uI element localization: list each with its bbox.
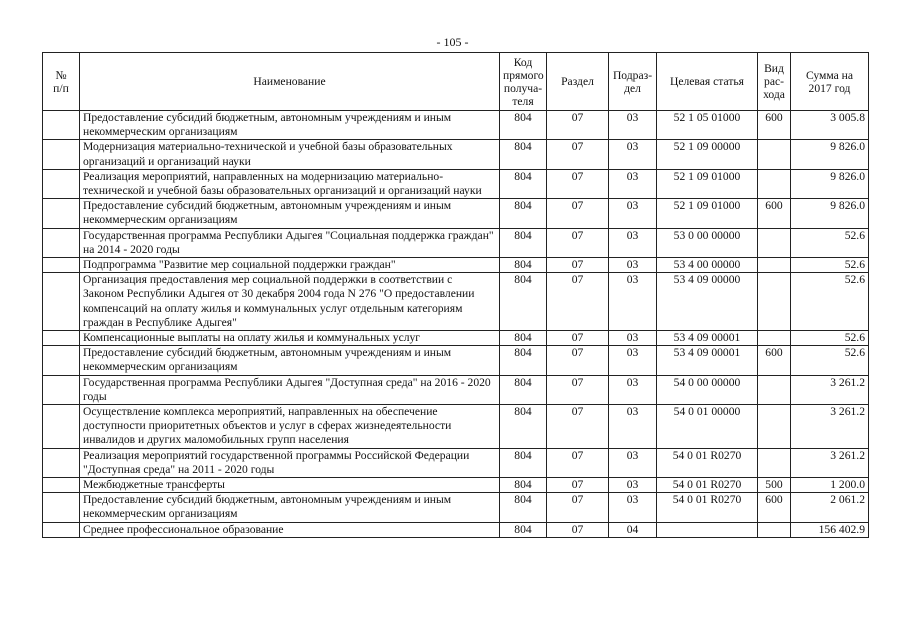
- cell-sum: 52.6: [791, 258, 869, 273]
- cell-section: 07: [547, 258, 609, 273]
- cell-target: 52 1 05 01000: [657, 111, 758, 140]
- cell-code: 804: [500, 140, 547, 169]
- cell-code: 804: [500, 199, 547, 228]
- table-row: [43, 228, 869, 257]
- cell-expense: 600: [758, 493, 791, 522]
- cell-name: Организация предоставления мер социальной поддержки в соответствии с Законом Республики Адыгея от 30 декабря 2004 года N 276 "О предоставлении компенсаций на оплату жилья и коммунальных услуг отдельным категориям граждан в Республике Адыгея": [80, 273, 500, 331]
- cell-sum: 3 261.2: [791, 405, 869, 449]
- cell-section: 07: [547, 405, 609, 449]
- cell-name: Государственная программа Республики Адыгея "Доступная среда" на 2016 - 2020 годы: [80, 375, 500, 404]
- cell-num: [43, 522, 80, 537]
- cell-num: [43, 331, 80, 346]
- cell-section: 07: [547, 140, 609, 169]
- cell-subsection: 03: [609, 331, 657, 346]
- cell-subsection: 04: [609, 522, 657, 537]
- cell-target: 54 0 00 00000: [657, 375, 758, 404]
- table-row: [43, 375, 869, 404]
- table-row: [43, 448, 869, 477]
- cell-code: 804: [500, 169, 547, 198]
- cell-num: [43, 140, 80, 169]
- table-row: [43, 111, 869, 140]
- cell-expense: 500: [758, 478, 791, 493]
- cell-target: 53 4 09 00001: [657, 346, 758, 375]
- cell-section: 07: [547, 228, 609, 257]
- header-expense: Вид рас- хода: [758, 53, 791, 111]
- cell-subsection: 03: [609, 448, 657, 477]
- cell-section: 07: [547, 331, 609, 346]
- cell-section: 07: [547, 448, 609, 477]
- cell-expense: [758, 258, 791, 273]
- cell-code: 804: [500, 258, 547, 273]
- cell-expense: [758, 169, 791, 198]
- cell-sum: 9 826.0: [791, 140, 869, 169]
- header-num: № п/п: [43, 53, 80, 111]
- cell-sum: 52.6: [791, 331, 869, 346]
- cell-name: Подпрограмма "Развитие мер социальной поддержки граждан": [80, 258, 500, 273]
- cell-num: [43, 493, 80, 522]
- table-row: [43, 493, 869, 522]
- cell-expense: [758, 331, 791, 346]
- cell-code: 804: [500, 448, 547, 477]
- cell-name: Осуществление комплекса мероприятий, направленных на обеспечение доступности приоритетных объектов и услуг в сферах жизнедеятельности инвалидов и других маломобильных групп населения: [80, 405, 500, 449]
- cell-expense: 600: [758, 111, 791, 140]
- cell-num: [43, 405, 80, 449]
- cell-sum: 2 061.2: [791, 493, 869, 522]
- cell-subsection: 03: [609, 140, 657, 169]
- cell-sum: 3 261.2: [791, 448, 869, 477]
- table-row: [43, 478, 869, 493]
- cell-num: [43, 228, 80, 257]
- cell-section: 07: [547, 199, 609, 228]
- table-row: [43, 273, 869, 331]
- cell-expense: 600: [758, 199, 791, 228]
- cell-expense: [758, 522, 791, 537]
- table-row: [43, 140, 869, 169]
- header-sum: Сумма на 2017 год: [791, 53, 869, 111]
- cell-num: [43, 346, 80, 375]
- cell-code: 804: [500, 522, 547, 537]
- table-row: [43, 258, 869, 273]
- cell-sum: 9 826.0: [791, 169, 869, 198]
- cell-code: 804: [500, 493, 547, 522]
- cell-code: 804: [500, 273, 547, 331]
- cell-expense: 600: [758, 346, 791, 375]
- cell-num: [43, 199, 80, 228]
- cell-expense: [758, 140, 791, 169]
- cell-name: Реализация мероприятий государственной программы Российской Федерации "Доступная среда" на 2011 - 2020 годы: [80, 448, 500, 477]
- page-number: - 105 -: [436, 35, 469, 49]
- cell-expense: [758, 375, 791, 404]
- cell-sum: 156 402.9: [791, 522, 869, 537]
- cell-target: 52 1 09 01000: [657, 199, 758, 228]
- cell-target: 54 0 01 R0270: [657, 493, 758, 522]
- cell-code: 804: [500, 331, 547, 346]
- cell-target: 52 1 09 00000: [657, 140, 758, 169]
- cell-expense: [758, 448, 791, 477]
- cell-name: Среднее профессиональное образование: [80, 522, 500, 537]
- cell-target: 53 4 09 00001: [657, 331, 758, 346]
- cell-section: 07: [547, 111, 609, 140]
- cell-subsection: 03: [609, 346, 657, 375]
- table-row: [43, 331, 869, 346]
- table-row: [43, 522, 869, 537]
- cell-subsection: 03: [609, 478, 657, 493]
- cell-sum: 1 200.0: [791, 478, 869, 493]
- cell-name: Государственная программа Республики Адыгея "Социальная поддержка граждан" на 2014 - 2020 годы: [80, 228, 500, 257]
- table-row: [43, 405, 869, 449]
- table-row: [43, 199, 869, 228]
- cell-name: Межбюджетные трансферты: [80, 478, 500, 493]
- cell-name: Предоставление субсидий бюджетным, автономным учреждениям и иным некоммерческим организациям: [80, 346, 500, 375]
- cell-subsection: 03: [609, 169, 657, 198]
- cell-sum: 9 826.0: [791, 199, 869, 228]
- cell-sum: 3 005.8: [791, 111, 869, 140]
- cell-num: [43, 258, 80, 273]
- cell-num: [43, 111, 80, 140]
- cell-target: 54 0 01 00000: [657, 405, 758, 449]
- cell-num: [43, 273, 80, 331]
- cell-expense: [758, 405, 791, 449]
- cell-sum: 52.6: [791, 346, 869, 375]
- cell-code: 804: [500, 228, 547, 257]
- header-code: Код прямого получа- теля: [500, 53, 547, 111]
- cell-code: 804: [500, 405, 547, 449]
- header-target: Целевая статья: [657, 53, 758, 111]
- cell-target: [657, 522, 758, 537]
- cell-name: Предоставление субсидий бюджетным, автономным учреждениям и иным некоммерческим организациям: [80, 111, 500, 140]
- header-subsection: Подраз- дел: [609, 53, 657, 111]
- cell-target: 52 1 09 01000: [657, 169, 758, 198]
- cell-target: 53 4 09 00000: [657, 273, 758, 331]
- cell-expense: [758, 273, 791, 331]
- cell-name: Компенсационные выплаты на оплату жилья и коммунальных услуг: [80, 331, 500, 346]
- cell-code: 804: [500, 375, 547, 404]
- cell-name: Предоставление субсидий бюджетным, автономным учреждениям и иным некоммерческим организациям: [80, 199, 500, 228]
- cell-name: Реализация мероприятий, направленных на модернизацию материально-технической и учебной базы образовательных организаций и организаций науки: [80, 169, 500, 198]
- cell-section: 07: [547, 375, 609, 404]
- cell-section: 07: [547, 346, 609, 375]
- table-header-row: [43, 53, 869, 111]
- cell-target: 54 0 01 R0270: [657, 478, 758, 493]
- cell-num: [43, 448, 80, 477]
- table-body: [43, 111, 869, 538]
- cell-subsection: 03: [609, 199, 657, 228]
- cell-subsection: 03: [609, 493, 657, 522]
- cell-section: 07: [547, 493, 609, 522]
- cell-target: 54 0 01 R0270: [657, 448, 758, 477]
- cell-section: 07: [547, 478, 609, 493]
- header-name: Наименование: [80, 53, 500, 111]
- cell-name: Предоставление субсидий бюджетным, автономным учреждениям и иным некоммерческим организациям: [80, 493, 500, 522]
- cell-code: 804: [500, 111, 547, 140]
- cell-code: 804: [500, 346, 547, 375]
- cell-subsection: 03: [609, 258, 657, 273]
- cell-target: 53 4 00 00000: [657, 258, 758, 273]
- table-row: [43, 169, 869, 198]
- cell-sum: 52.6: [791, 228, 869, 257]
- cell-section: 07: [547, 522, 609, 537]
- cell-sum: 3 261.2: [791, 375, 869, 404]
- budget-table: [42, 52, 869, 538]
- cell-subsection: 03: [609, 273, 657, 331]
- cell-subsection: 03: [609, 228, 657, 257]
- cell-section: 07: [547, 169, 609, 198]
- cell-subsection: 03: [609, 405, 657, 449]
- cell-num: [43, 169, 80, 198]
- cell-section: 07: [547, 273, 609, 331]
- cell-code: 804: [500, 478, 547, 493]
- cell-subsection: 03: [609, 375, 657, 404]
- table-row: [43, 346, 869, 375]
- cell-subsection: 03: [609, 111, 657, 140]
- cell-sum: 52.6: [791, 273, 869, 331]
- cell-expense: [758, 228, 791, 257]
- cell-num: [43, 375, 80, 404]
- header-section: Раздел: [547, 53, 609, 111]
- cell-num: [43, 478, 80, 493]
- cell-target: 53 0 00 00000: [657, 228, 758, 257]
- cell-name: Модернизация материально-технической и учебной базы образовательных организаций и организаций науки: [80, 140, 500, 169]
